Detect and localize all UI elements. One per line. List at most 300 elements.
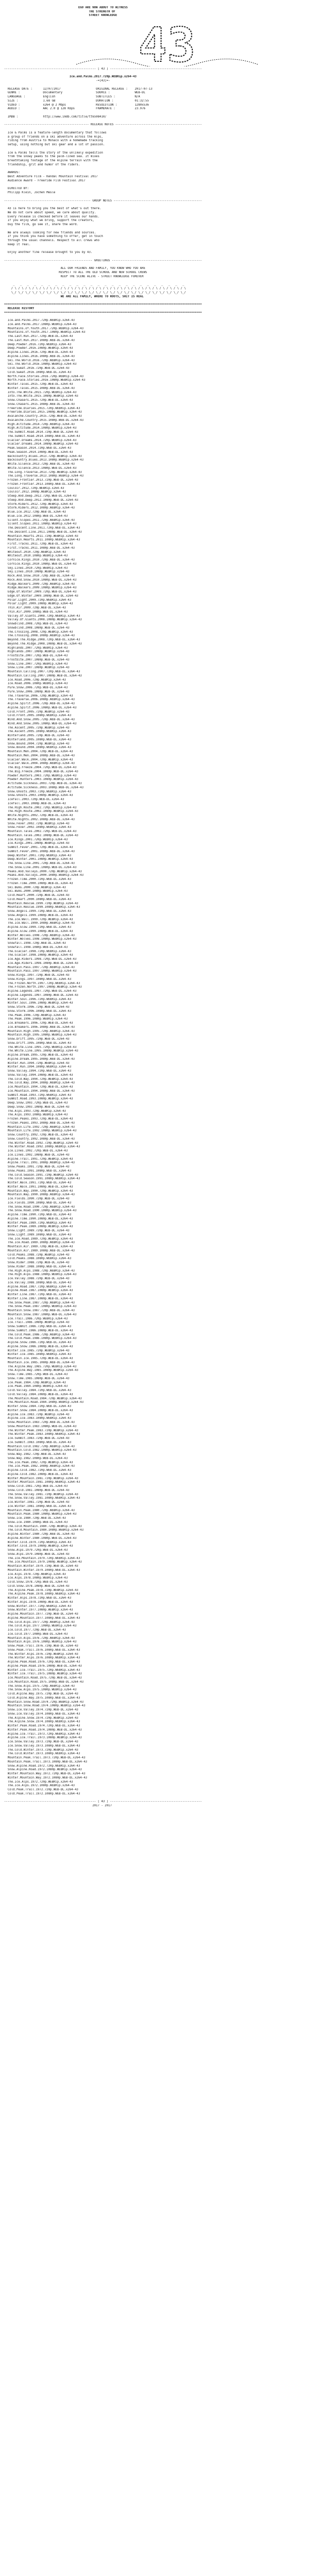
history-item: Steep.And.Deep.2012.720p.WEB-DL.x264-43 — [4, 495, 77, 498]
history-item: The.Traverse.2006.720p.WEBRip.x264-43 — [4, 694, 73, 698]
history-item: Winter.Ice.1985.720p.WEBRip.x264-43 — [4, 1349, 70, 1352]
history-item: Peak.Season.2014.1080p.WEB-DL.x264-43 — [4, 450, 73, 454]
history-item: The.Snow.Road.1990.1080p.WEBRip.x264-43 — [4, 1209, 77, 1213]
history-item: Cold.Alpine.Way.1975.720p.WEB-DL.x264-43 — [4, 1692, 78, 1696]
history-item: The.Frozen.North.1997.720p.WEBRip.x264-43 — [4, 981, 80, 985]
history-item: Alpine.Mountain.1977.1080p.WEB-DL.x264-43 — [4, 1616, 80, 1620]
history-item: Mountain.High.1995.720p.WEBRip.x264-43 — [4, 1029, 75, 1033]
history-item: Glacier.Dreams.2014.720p.WEBRip.x264-43 — [4, 438, 77, 442]
history-item: Cold.Valley.1984.720p.WEB-DL.x264-43 — [4, 1389, 72, 1392]
nfo-line — [4, 203, 330, 207]
history-item: Wind.And.Snow.2005.720p.WEB-DL.x264-43 — [4, 718, 75, 721]
plot-line: from the snowy peaks to the palm-lined sea. It mixes — [4, 155, 99, 159]
history-item: The.Snow.Alps.1975.720p.WEBRip.x264-43 — [4, 1684, 75, 1688]
history-item: Snow.Mountain.1983.1080p.WEB-DL.x264-43 — [4, 1425, 77, 1428]
history-item: Valley.Of.Giants.2008.1080p.WEBRip.x264-43 — [4, 618, 82, 622]
history-item: Frozen.Peaks.1993.1080p.WEB-DL.x264-43 — [4, 1121, 75, 1125]
history-item: The.Cold.Mountain.1980.1080p.WEBRip.x264-43 — [4, 1529, 84, 1532]
history-item: The.Last.Run.2017.1080p.WEB-DL.x264-43 — [4, 338, 75, 342]
history-item: Ice.Alps.1978.720p.WEBRip.x264-43 — [4, 1572, 66, 1576]
history-item: Snow.Summit.1986.720p.WEB-DL.x264-43 — [4, 1325, 72, 1328]
history-item: First.Tracks.2011.720p.WEB-DL.x264-43 — [4, 543, 73, 546]
footer-date: 2017 - 2017 — [4, 1804, 112, 1807]
history-item: Snow.Bound.2004.1080p.WEBRip.x264-43 — [4, 746, 72, 750]
group-note-line — [4, 227, 330, 231]
history-item: Whiteout.2010.720p.WEBRip.x264-43 — [4, 550, 66, 554]
history-item: Snow.Ice.1980.720p.WEB-DL.x264-43 — [4, 1517, 66, 1520]
group-note-line: If you enjoy what we bring, support the creators, — [4, 219, 94, 223]
footer-rule: ---------------------------------------------------- [ 43 ] ---------------------------------------------------- — [4, 1800, 202, 1804]
history-item: Alpine.Lines.2016.1080p.WEB-DL.x264-43 — [4, 354, 75, 358]
history-item: The.Frozen.North.1997.1080p.WEBRip.x264-43 — [4, 986, 82, 989]
history-item: Snow.Kings.1997.720p.WEB-DL.x264-43 — [4, 974, 70, 977]
history-item: Highlands.2007.1080p.WEBRip.x264-43 — [4, 650, 70, 654]
history-item: The.High.Alps.1988.720p.WEBRip.x264-43 — [4, 1269, 75, 1273]
history-item: Peaks.And.Valleys.2000.1080p.WEBRip.x264-43 — [4, 874, 84, 877]
history-item: Cold.Peaks.1988.720p.WEBRip.x264-43 — [4, 1253, 70, 1257]
history-item: Snow.Drift.1995.720p.WEB-DL.x264-43 — [4, 1038, 70, 1041]
history-item: Alpine.Winter.1980.1080p.WEB-DL.x264-43 — [4, 1536, 77, 1540]
section-rule: -------------------------------------------------- GREETINGS --------------------------------------------------- — [4, 259, 202, 262]
history-item: Mountain.Snow.Road.1974.720p.WEBRip.x264-43 — [4, 1700, 84, 1704]
history-item: Summit.Road.1993.720p.WEBRip.x264-43 — [4, 1093, 72, 1097]
history-item: Mountain.Way.1990.720p.WEBRip.x264-43 — [4, 1189, 73, 1193]
history-item: First.Tracks.2011.1080p.WEB-DL.x264-43 — [4, 546, 75, 550]
history-item: Altitude.Sickness.2003.720p.WEB-DL.x264-43 — [4, 782, 82, 785]
history-item: Snow.Angels.1999.1080p.WEB-DL.x264-43 — [4, 913, 73, 917]
history-item: Alpine.Dream.1995.720p.WEB-DL.x264-43 — [4, 1054, 73, 1057]
history-item: Winter.Wolves.1998.1080p.WEBRip.x264-43 — [4, 938, 77, 941]
history-item: Frostbite.2007.1080p.WEB-DL.x264-43 — [4, 658, 70, 662]
history-item: The.Big.Freeze.2004.1080p.WEB-DL.x264-43 — [4, 770, 78, 773]
history-item: Mountain.Air.1989.720p.WEB-DL.x264-43 — [4, 1245, 73, 1248]
history-item: The.Alpine.Peak.1978.720p.WEBRip.x264-43 — [4, 1588, 78, 1592]
history-item: Mountain.Pass.1997.1080p.WEBRip.x264-43 — [4, 970, 77, 973]
history-item: The.Cold.Way.1994.1080p.WEBRip.x264-43 — [4, 1081, 75, 1085]
history-item: Deep.Winter.2001.1080p.WEBRip.x264-43 — [4, 858, 73, 861]
history-item: The.Ascent.2005.720p.WEBRip.x264-43 — [4, 726, 70, 730]
history-item: Snow.Cold.1981.1080p.WEB-DL.x264-43 — [4, 1488, 70, 1492]
history-item: Alpine.Peak.Road.1976.1080p.WEB-DL.x264-43 — [4, 1664, 82, 1668]
nfo-line — [4, 2, 330, 6]
history-item: Ice.Mountain.Road.1975.720p.WEB-DL.x264-43 — [4, 1676, 82, 1680]
history-item: Peak.Season.2014.720p.WEB-DL.x264-43 — [4, 447, 72, 450]
history-item: Snow.Peaks.1991.1080p.WEB-DL.x264-43 — [4, 1169, 72, 1173]
history-item: Snow.Light.1989.1080p.WEB-DL.x264-43 — [4, 1233, 72, 1236]
history-item: Mountain.Ice.1985.720p.WEB-DL.x264-43 — [4, 1357, 73, 1360]
history-item: The.Winter.Alps.1976.720p.WEBRip.x264-43 — [4, 1652, 78, 1656]
history-item: The.Alps.1993.1080p.WEBRip.x264-43 — [4, 1113, 68, 1117]
section-rule: ================================================================================================================ — [4, 303, 202, 306]
history-item: Mountain.Cold.1982.1080p.WEBRip.x264-43 — [4, 1449, 77, 1452]
history-item: Winter.Cold.1979.1080p.WEBRip.x264-43 — [4, 1545, 73, 1548]
history-item: Alpine.Cold.1982.720p.WEB-DL.x264-43 — [4, 1469, 72, 1472]
history-item: Ice.Mountain.Road.1975.1080p.WEB-DL.x264-43 — [4, 1680, 84, 1684]
history-item: The.Peak.1996.1080p.WEBRip.x264-43 — [4, 1018, 68, 1021]
history-item: White.Silence.2013.1080p.WEB-DL.x264-43 — [4, 466, 77, 470]
history-item: Mountain.Men.2004.1080p.WEB-DL.x264-43 — [4, 754, 75, 757]
history-item: Edge.Of.Winter.2009.720p.WEB-DL.x264-43 — [4, 590, 77, 594]
history-item: The.Cold.Season.1991.1080p.WEBRip.x264-43 — [4, 1177, 80, 1181]
history-item: Mountain.Calling.2007.1080p.WEB-DL.x264-43 — [4, 674, 82, 677]
history-item: Winter.Ice.Trail.1975.720p.WEBRip.x264-43 — [4, 1668, 80, 1672]
history-item: Snow.Time.1985.720p.WEB-DL.x264-43 — [4, 1373, 68, 1376]
history-item: Glacier.Walk.2004.720p.WEBRip.x264-43 — [4, 758, 73, 761]
plot-line: Ice & Palms tells the story of the unlikely expedition — [4, 151, 103, 155]
plot-line: setup, using nothing but ski gear and a lot of passion. — [4, 143, 105, 146]
history-item: Alpine.Peak.Road.1976.720p.WEB-DL.x264-43 — [4, 1660, 80, 1664]
history-item: Sky.Lines.2010.1080p.WEBRip.x264-43 — [4, 570, 70, 574]
history-item: Snow.Fever.2002.720p.WEBRip.x264-43 — [4, 822, 70, 825]
history-item: Cold.Peaks.1988.1080p.WEBRip.x264-43 — [4, 1257, 72, 1261]
greets-line: KEEP THE SCENE ALIVE - STREET KNOWLEDGE FOREVER — [4, 275, 144, 278]
history-item: Cold.Sweat.2016.1080p.WEB-DL.x264-43 — [4, 370, 72, 374]
history-item: The.Glacier.1998.1080p.WEBRip.x264-43 — [4, 954, 73, 957]
history-item: Mountains.of.Youth.2017.1080p.WEBRip.x264-43 — [4, 331, 86, 334]
history-item: Snow.Fever.2002.1080p.WEBRip.x264-43 — [4, 826, 72, 829]
history-item: Ice.Winter.1981.1080p.WEB-DL.x264-43 — [4, 1504, 72, 1508]
history-item: Silent.Slopes.2011.1080p.WEBRip.x264-43 — [4, 522, 77, 526]
plot-line: Philipp Klein, Jochen Mesle — [4, 191, 56, 194]
history-item: Mountain.Winter.1979.720p.WEB-DL.x264-43 — [4, 1565, 78, 1568]
history-item: The.Winter.Peak.1983.720p.WEBRip.x264-43 — [4, 1429, 78, 1432]
history-item: The.Snow.Alps.1975.1080p.WEBRip.x264-43 — [4, 1688, 77, 1692]
history-item: Frostbite.2007.720p.WEB-DL.x264-43 — [4, 654, 68, 657]
history-item: Alpine.Road.1987.1080p.WEBRip.x264-43 — [4, 1289, 73, 1293]
history-item: Winter.Peak.Road.1974.720p.WEB-DL.x264-43 — [4, 1724, 80, 1727]
history-item: The.Snow.Valley.1981.1080p.WEBRip.x264-43 — [4, 1497, 80, 1500]
history-item: Ice.Fields.1990.1080p.WEB-DL.x264-43 — [4, 1201, 72, 1205]
history-item: The.Cold.Peak.1986.1080p.WEBRip.x264-43 — [4, 1337, 77, 1341]
plot-line: a group of friends on a ski adventure across the Alps, — [4, 135, 103, 139]
history-item: Alpine.Snow.1986.720p.WEB-DL.x264-43 — [4, 1341, 72, 1344]
history-item: Mountain.Hearts.2011.720p.WEBRip.x264-43 — [4, 534, 78, 538]
history-item: Highlands.2007.720p.WEBRip.x264-43 — [4, 646, 68, 650]
history-item: The.Big.Freeze.2004.720p.WEB-DL.x264-43 — [4, 766, 77, 769]
history-item: The.Ice.Alps.1972.720p.WEBRip.x264-43 — [4, 1780, 73, 1784]
plot-line — [4, 183, 330, 188]
history-item: Snow.Winter.1977.720p.WEBRip.x264-43 — [4, 1604, 72, 1608]
history-item: Snowfall.1998.720p.WEB-DL.x264-43 — [4, 942, 66, 945]
history-item: Mountain.Air.1989.1080p.WEB-DL.x264-43 — [4, 1249, 75, 1252]
history-item: The.Mountain.Road.1984.1080p.WEBRip.x264-43 — [4, 1401, 84, 1404]
history-item: White.Nights.2002.720p.WEB-DL.x264-43 — [4, 814, 73, 817]
history-item: Valley.Of.Giants.2008.720p.WEBRip.x264-43 — [4, 614, 80, 618]
history-item: The.Mountain.Road.1984.720p.WEBRip.x264-43 — [4, 1397, 82, 1400]
history-item: Winter.Line.1987.720p.WEB-DL.x264-43 — [4, 1293, 72, 1296]
history-item: Snow.Cold.1981.720p.WEB-DL.x264-43 — [4, 1485, 68, 1488]
greets-line: ALL OUR FRIENDS AND FAMILY, YOU KNOW WHO YOU ARE — [4, 267, 145, 270]
history-item: Alpine.Time.1990.1080p.WEB-DL.x264-43 — [4, 1217, 73, 1221]
history-item: The.Long.Traverse.2013.1080p.WEBRip.x264-43 — [4, 474, 84, 478]
history-item: Ice.Mountain.1994.720p.WEB-DL.x264-43 — [4, 1086, 73, 1089]
history-item: The.Snow.Road.1990.720p.WEBRip.x264-43 — [4, 1205, 75, 1209]
history-item: The.Alpine.Snow.1974.1080p.WEBRip.x264-43 — [4, 1720, 80, 1724]
history-item: Into.The.White.2015.720p.WEBRip.x264-43 — [4, 391, 77, 394]
release-info-row: RELEASE DATE : 12/07/2017 ORIGINAL RELEASE : 2017-07-13 — [4, 87, 153, 91]
history-item: Ice.Fields.1990.720p.WEB-DL.x264-43 — [4, 1197, 70, 1200]
history-item: The.Cold.Alps.1977.1080p.WEBRip.x264-43 — [4, 1624, 77, 1628]
history-item: Frozen.Time.2000.720p.WEB-DL.x264-43 — [4, 878, 72, 881]
group-note-line: Every release is checked before it leaves our hands. — [4, 215, 99, 218]
history-item: Winter.Tales.2015.1080p.WEB-DL.x264-43 — [4, 386, 75, 390]
history-item: Ice.Summit.1983.1080p.WEB-DL.x264-43 — [4, 1440, 72, 1444]
history-item: Snow.Ghosts.2003.1080p.WEBRip.x264-43 — [4, 794, 73, 798]
history-item: Mountain.Peak.Trail.1973.720p.WEB-DL.x264-43 — [4, 1756, 86, 1759]
history-item: The.Winter.Peak.1983.1080p.WEBRip.x264-43 — [4, 1433, 80, 1436]
history-item: Alpine.Legends.1997.1080p.WEB-DL.x264-43 — [4, 993, 78, 997]
history-item: Deep.Snow.1993.720p.WEB-DL.x264-43 — [4, 1101, 68, 1105]
history-item: The.Snow.Line.2001.720p.WEB-DL.x264-43 — [4, 862, 75, 865]
group-note-line: keep it real. — [4, 243, 31, 246]
history-item: North.Face.Stories.2016.720p.WEBRip.x264-43 — [4, 375, 84, 378]
history-item: Alpine.Glow.1999.1080p.WEB-DL.x264-43 — [4, 929, 73, 933]
history-item: Snow.Light.1989.720p.WEB-DL.x264-43 — [4, 1229, 70, 1232]
release-info-row: AUDIO : AAC 2.0 @ 128 Kbps FRAMERATE : 23.976 — [4, 107, 145, 111]
history-item: Deep.Snow.1993.1080p.WEB-DL.x264-43 — [4, 1105, 70, 1109]
history-heading: RELEASE HISTORY — [4, 307, 35, 310]
history-item: Winter.Mountain.1981.1080p.WEBRip.x264-43 — [4, 1481, 80, 1484]
group-logo — [4, 23, 330, 66]
history-item: Backcountry.Blues.2013.720p.WEBRip.x264-43 — [4, 454, 82, 458]
history-item: Mountain.Tales.2002.1080p.WEB-DL.x264-43 — [4, 834, 78, 837]
history-item: Powder.Hunters.2003.720p.WEBRip.x264-43 — [4, 774, 77, 777]
history-item: Alpine.Spirit.2006.720p.WEB-DL.x264-43 — [4, 702, 75, 705]
history-item: Mountain.Peak.Trail.1973.1080p.WEB-DL.x264-43 — [4, 1760, 87, 1764]
history-item: Backcountry.Blues.2013.1080p.WEBRip.x264-43 — [4, 459, 84, 462]
history-item: The.Ice.Peak.1982.720p.WEBRip.x264-43 — [4, 1461, 73, 1464]
history-item: Thin.Air.2009.1080p.WEB-DL.x264-43 — [4, 610, 68, 614]
history-item: Ice.Kings.2001.720p.WEBRip.x264-43 — [4, 838, 68, 841]
plot-line: riding from Austria to Monaco with a homemade tracking — [4, 139, 103, 143]
history-item: Ski.The.World.2016.720p.WEBRip.x264-43 — [4, 359, 75, 362]
history-item: Blue.Ice.2012.1080p.WEB-DL.x264-43 — [4, 514, 68, 518]
history-item: The.Cold.Winter.1973.1080p.WEBRip.x264-43 — [4, 1752, 80, 1756]
history-item: The.Ice.Mountain.1979.1080p.WEBRip.x264-43 — [4, 1561, 82, 1564]
history-item: Alpine.Winter.1980.720p.WEB-DL.x264-43 — [4, 1533, 75, 1536]
history-item: Snow.Alps.1979.720p.WEB-DL.x264-43 — [4, 1549, 68, 1552]
section-rule: ================================================================================================================ — [4, 311, 202, 314]
history-item: Pure.Snow.2006.1080p.WEB-DL.x264-43 — [4, 690, 70, 693]
imdb-link[interactable]: IMDB : http://www.imdb.com/title/tt6598410/ — [4, 115, 107, 118]
nfo-line — [4, 315, 330, 319]
history-item: Mountain.Hearts.2011.1080p.WEBRip.x264-43 — [4, 538, 80, 542]
nfo-line — [4, 18, 330, 22]
history-item: Freeride.Diaries.2015.720p.WEBRip.x264-43 — [4, 406, 80, 410]
plot-line: AWARDS: — [4, 171, 20, 175]
ascii-strip: \_/ \_/ \_/ \_/ \_/ \_/ \_/ \_/ \_/ \_/ \_/ \_/ \_/ \_/ \_/ \_/ \_/ \_/ \_/ \_/ \_/ \_/ \_/ \_/ \_/ — [4, 291, 186, 294]
history-item: Ice.Snow.Valley.1973.1080p.WEB-DL.x264-43 — [4, 1744, 80, 1748]
history-item: Winter.Soul.1996.1080p.WEBRip.x264-43 — [4, 1002, 73, 1005]
header-line: STREET KNOWLEDGE — [4, 14, 118, 18]
history-item: Pure.Snow.2006.720p.WEB-DL.x264-43 — [4, 686, 68, 689]
history-item: Beyond.The.Ridge.2008.720p.WEB-DL.x264-43 — [4, 638, 80, 641]
release-info-row: SIZE : 1.68 GB DURATION : 01:32:55 — [4, 99, 149, 103]
history-item: Ice.and.Palms.2017.720p.WEBRip.x264-43 — [4, 319, 75, 322]
history-item: Mountain.High.1995.1080p.WEBRip.x264-43 — [4, 1033, 77, 1037]
history-item: Frozen.Frontier.2013.720p.WEB-DL.x264-43 — [4, 479, 78, 482]
history-item: Mountain.Life.1992.1080p.WEBRip.x264-43 — [4, 1129, 77, 1133]
history-item: Snow.Way.1982.720p.WEB-DL.x264-43 — [4, 1453, 66, 1456]
history-item: The.Traverse.2006.1080p.WEBRip.x264-43 — [4, 698, 75, 702]
history-item: Cold.Snow.1978.1080p.WEB-DL.x264-43 — [4, 1584, 70, 1588]
history-item: Alpine.Mountain.1977.720p.WEB-DL.x264-43 — [4, 1613, 78, 1616]
history-item: Mountain.Snow.1987.720p.WEB-DL.x264-43 — [4, 1309, 75, 1312]
history-item: Mountain.Cold.1982.720p.WEBRip.x264-43 — [4, 1445, 75, 1448]
history-item: Snow.Alpine.Road.1972.720p.WEBRip.x264-43 — [4, 1764, 80, 1768]
history-item: Cold.Peak.Trail.1972.720p.WEB-DL.x264-43 — [4, 1788, 78, 1791]
history-item: Snow.Kings.1997.1080p.WEB-DL.x264-43 — [4, 977, 72, 981]
history-item: The.Snow.Peak.1987.1080p.WEBRip.x264-43 — [4, 1305, 77, 1309]
history-item: Mountain.Tales.2002.720p.WEB-DL.x264-43 — [4, 830, 77, 833]
history-item: Cold.Peak.Trail.1972.1080p.WEB-DL.x264-43 — [4, 1792, 80, 1795]
history-item: The.Ice.Wall.1999.1080p.WEBRip.x264-43 — [4, 922, 75, 925]
history-item: The.Ice.Road.1989.1080p.WEBRip.x264-43 — [4, 1241, 75, 1245]
group-note-line: through the usual channels. Respect to all crews who — [4, 239, 99, 242]
history-item: Ice.Winter.1981.720p.WEB-DL.x264-43 — [4, 1501, 70, 1504]
history-item: Mountain.Pass.1997.720p.WEBRip.x264-43 — [4, 965, 75, 969]
history-item: Alpine.Glow.1999.720p.WEB-DL.x264-43 — [4, 926, 72, 929]
history-item: Ice.Peak.1984.720p.WEBRip.x264-43 — [4, 1381, 66, 1384]
history-item: Winter.Cold.1979.720p.WEBRip.x264-43 — [4, 1540, 72, 1544]
history-item: The.Cold.Winter.1973.720p.WEBRip.x264-43 — [4, 1748, 78, 1752]
history-item: The.Summit.Road.2014.1080p.WEB-DL.x264-43 — [4, 434, 80, 438]
history-item: The.Peak.1996.720p.WEBRip.x264-43 — [4, 1013, 66, 1017]
history-item: Ice.Summit.1983.720p.WEB-DL.x264-43 — [4, 1437, 70, 1440]
history-item: Silent.Slopes.2011.720p.WEBRip.x264-43 — [4, 518, 75, 522]
history-item: Ice.Trail.1986.1080p.WEBRip.x264-43 — [4, 1321, 70, 1325]
history-item: Mountain.Winter.1979.1080p.WEB-DL.x264-43 — [4, 1568, 80, 1572]
history-item: Snow.Storm.1996.1080p.WEB-DL.x264-43 — [4, 1009, 72, 1013]
history-item: Snow.Country.1992.720p.WEB-DL.x264-43 — [4, 1133, 73, 1137]
history-item: Ridge.Walkers.2009.1080p.WEBRip.x264-43 — [4, 586, 77, 590]
history-item: Cold.Sweat.2016.720p.WEB-DL.x264-43 — [4, 367, 70, 370]
history-item: Snow.Line.2007.1080p.WEBRip.x264-43 — [4, 666, 70, 670]
history-item: Cornice.Kings.2010.1080p.WEB-DL.x264-43 — [4, 562, 77, 566]
history-item: Winter.Run.1994.1080p.WEBRip.x264-43 — [4, 1065, 72, 1069]
history-item: White.Nights.2002.1080p.WEB-DL.x264-43 — [4, 818, 75, 821]
history-item: The.Glacier.1998.720p.WEBRip.x264-43 — [4, 950, 72, 953]
history-item: The.Alps.1993.720p.WEBRip.x264-43 — [4, 1109, 66, 1113]
nfo-text — [4, 2, 330, 1808]
history-item: Summit.Road.1993.1080p.WEBRip.x264-43 — [4, 1097, 73, 1101]
history-item: The.Last.Run.2017.720p.WEB-DL.x264-43 — [4, 335, 73, 338]
history-item: Winter.Ice.Trail.1975.1080p.WEBRip.x264-43 — [4, 1672, 82, 1676]
history-item: Mountain.Peak.1980.1080p.WEBRip.x264-43 — [4, 1513, 77, 1516]
history-item: Snow.Mountain.1983.720p.WEB-DL.x264-43 — [4, 1421, 75, 1424]
history-item: High.Altitude.2014.720p.WEBRip.x264-43 — [4, 422, 75, 426]
footer-art-text: WE ARE ALL FAMILY, WHERE TO ROOTS, SHIT IS REAL — [4, 295, 144, 298]
history-item: Ice.Cold.1977.720p.WEB-DL.x264-43 — [4, 1629, 66, 1632]
history-item: Thin.Air.2009.720p.WEB-DL.x264-43 — [4, 606, 66, 609]
history-item: Powder.Hunters.2003.1080p.WEBRip.x264-43 — [4, 778, 78, 782]
history-item: The.Crossing.2008.720p.WEBRip.x264-43 — [4, 630, 73, 634]
history-item: Mountain.Alps.1976.1080p.WEBRip.x264-43 — [4, 1640, 77, 1644]
section-rule: ---------------------------------------------------- [ 43 ] ---------------------------------------------------- — [4, 67, 202, 71]
ascii-strip: _ _ _ _ _ _ _ _ _ _ _ _ _ _ _ _ _ _ _ _ _ _ _ _ _ — [4, 283, 185, 286]
history-item: The.Summit.Road.2014.720p.WEB-DL.x264-43 — [4, 431, 78, 434]
history-item: Ice.Alps.1978.1080p.WEBRip.x264-43 — [4, 1577, 68, 1580]
history-item: Winter.Peak.1989.1080p.WEBRip.x264-43 — [4, 1225, 73, 1229]
history-item: Icefall.2003.720p.WEB-DL.x264-43 — [4, 798, 64, 801]
history-item: Rock.And.Snow.2010.720p.WEB-DL.x264-43 — [4, 574, 75, 578]
history-item: Snow.Ghosts.2003.720p.WEBRip.x264-43 — [4, 790, 72, 793]
history-item: Alpine.Dream.1995.1080p.WEB-DL.x264-43 — [4, 1057, 75, 1061]
history-item: The.Long.Traverse.2013.720p.WEBRip.x264-43 — [4, 470, 82, 474]
history-item: Snow.Country.1992.1080p.WEB-DL.x264-43 — [4, 1137, 75, 1141]
history-item: Rock.And.Snow.2010.1080p.WEB-DL.x264-43 — [4, 578, 77, 582]
history-item: Ice.Peak.1984.1080p.WEBRip.x264-43 — [4, 1385, 68, 1388]
history-item: Polar.Light.2009.720p.WEBRip.x264-43 — [4, 598, 72, 602]
history-item: The.Winter.Road.1992.1080p.WEBRip.x264-43 — [4, 1145, 80, 1149]
history-item: The.High.Alps.1988.1080p.WEBRip.x264-43 — [4, 1273, 77, 1277]
history-item: Winter.Alps.1978.720p.WEB-DL.x264-43 — [4, 1597, 72, 1600]
history-item: Winterland.2005.720p.WEB-DL.x264-43 — [4, 734, 70, 737]
history-item: Mountain.Snow.Road.1974.1080p.WEBRip.x264-43 — [4, 1704, 86, 1708]
history-item: The.Winter.Alps.1976.1080p.WEBRip.x264-43 — [4, 1656, 80, 1660]
history-item: Snow.Bound.2004.720p.WEBRip.x264-43 — [4, 742, 70, 745]
history-item: Cold.Valley.1984.1080p.WEB-DL.x264-43 — [4, 1393, 73, 1396]
history-item: Snow.Drift.1995.1080p.WEB-DL.x264-43 — [4, 1041, 72, 1045]
history-item: Ice.Lines.1992.1080p.WEB-DL.x264-43 — [4, 1153, 70, 1157]
history-item: Snowblind.2008.1080p.WEB-DL.x264-43 — [4, 626, 70, 630]
history-item: Ice.Kings.2001.1080p.WEBRip.x264-43 — [4, 842, 70, 845]
history-item: Cold.Alpine.Way.1975.1080p.WEB-DL.x264-43 — [4, 1696, 80, 1700]
history-item: Frozen.Time.2000.1080p.WEB-DL.x264-43 — [4, 882, 73, 885]
group-note-line: We are always looking for new friends and sources. — [4, 231, 96, 234]
plot-line — [4, 147, 330, 151]
history-item: The.Crossing.2008.1080p.WEBRip.x264-43 — [4, 634, 75, 638]
history-item: The.Descent.Line.2011.1080p.WEB-DL.x264-43 — [4, 530, 82, 534]
release-subtitle: -=[43]=- — [4, 79, 110, 82]
history-item: Snow.Angels.1999.720p.WEB-DL.x264-43 — [4, 910, 72, 913]
history-item: Ski.The.World.2016.1080p.WEBRip.x264-43 — [4, 363, 77, 366]
history-item: The.High.Route.2002.1080p.WEBRip.x264-43 — [4, 810, 78, 814]
history-item: Ice.and.Palms.2017.1080p.WEBRip.x264-43 — [4, 323, 77, 326]
history-item: Edge.Of.Winter.2009.1080p.WEB-DL.x264-43 — [4, 594, 78, 598]
nfo-line — [4, 83, 330, 88]
history-item: Winterland.2005.1080p.WEB-DL.x264-43 — [4, 738, 72, 741]
history-item: Winter.Mountain.Way.1972.720p.WEB-DL.x264-43 — [4, 1772, 86, 1775]
history-item: Mountain.Calling.2007.720p.WEB-DL.x264-43 — [4, 670, 80, 673]
history-item: The.Snow.Valley.1981.720p.WEBRip.x264-43 — [4, 1493, 78, 1496]
history-item: Alpine.Trail.1991.1080p.WEBRip.x264-43 — [4, 1161, 75, 1165]
ascii-strip: / \ / \ / \ / \ / \ / \ / \ / \ / \ / \ / \ / \ / \ / \ / \ / \ / \ / \ / \ / \ / \ / \ / \ / \ / \ — [4, 287, 186, 290]
history-item: Ice.Valley.1988.720p.WEB-DL.x264-43 — [4, 1277, 70, 1280]
plot-line: DIRECTED BY: — [4, 187, 29, 191]
history-item: Snow.Rider.1988.720p.WEB-DL.x264-43 — [4, 1261, 70, 1264]
history-item: Snow.Alps.1979.1080p.WEB-DL.x264-43 — [4, 1552, 70, 1556]
history-item: Mountain.Way.1990.1080p.WEBRip.x264-43 — [4, 1193, 75, 1197]
nfo-line — [4, 111, 330, 115]
history-item: Snow.Ice.Valley.1974.1080p.WEB-DL.x264-43 — [4, 1712, 80, 1716]
history-item: Steep.And.Deep.2012.1080p.WEB-DL.x264-43 — [4, 498, 78, 502]
section-rule: ------------------------------------------------- GROUP NOTES -------------------------------------------------- — [4, 199, 202, 202]
history-item: Polar.Light.2009.1080p.WEBRip.x264-43 — [4, 602, 73, 606]
history-item: Snow.Chasers.2015.720p.WEB-DL.x264-43 — [4, 399, 73, 402]
history-item: Alpine.Lines.2016.720p.WEB-DL.x264-43 — [4, 351, 73, 354]
history-item: Snow.Rider.1988.1080p.WEB-DL.x264-43 — [4, 1265, 72, 1268]
nfo-line — [4, 127, 330, 131]
release-info-row: GENRE : Documentary SOURCE : WEB-DL — [4, 91, 145, 95]
history-item: Ski.Bums.2000.720p.WEBRip.x264-43 — [4, 886, 66, 889]
group-note-line: Enjoy another fine release brought to you by 43. — [4, 251, 93, 255]
history-item: Ice.Age.Riders.1998.720p.WEB-DL.x264-43 — [4, 958, 77, 961]
history-item: Winter.Mountain.Way.1972.1080p.WEB-DL.x264-43 — [4, 1776, 87, 1780]
history-item: Summit.Fever.2001.720p.WEB-DL.x264-43 — [4, 846, 73, 849]
history-item: Wind.And.Snow.2005.1080p.WEB-DL.x264-43 — [4, 722, 77, 725]
history-item: Snow.Peak.Trail.1976.720p.WEB-DL.x264-43 — [4, 1645, 78, 1648]
